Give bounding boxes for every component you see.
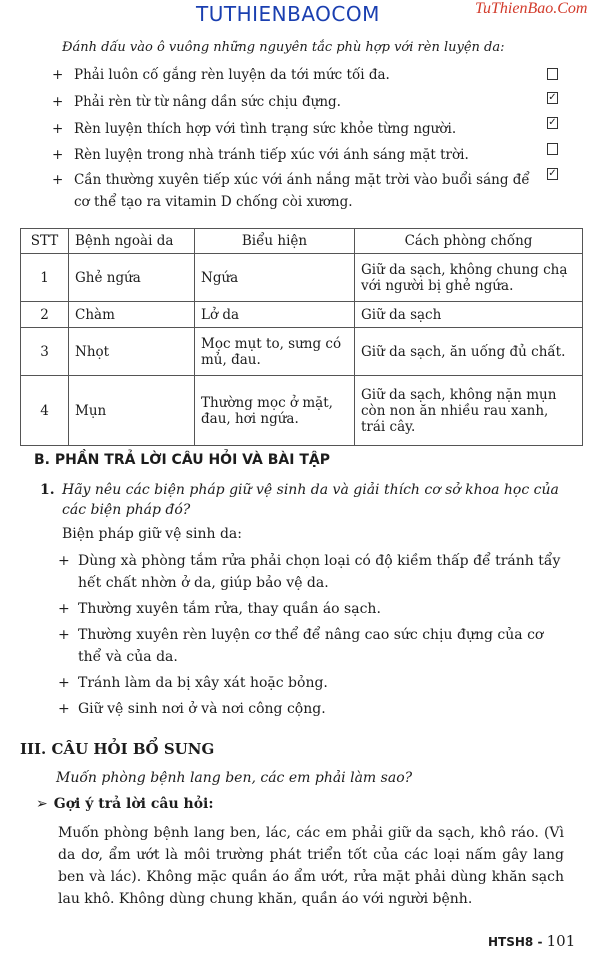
checkbox: ✓: [548, 168, 557, 179]
table-row: [21, 302, 583, 328]
plus-bullet: +: [58, 675, 70, 691]
table-cell: Mụn: [69, 376, 195, 446]
table-cell: Giữ da sạch, ăn uống đủ chất.: [355, 328, 583, 376]
plus-bullet: +: [52, 94, 64, 110]
table-cell: 1: [21, 254, 69, 302]
plus-bullet: +: [58, 601, 70, 617]
table-cell: Ghẻ ngứa: [69, 254, 195, 302]
column-header: Biểu hiện: [195, 229, 355, 254]
table-cell: Ngứa: [195, 254, 355, 302]
watermark-logo: TuThienBao.Com: [475, 0, 588, 17]
table-row: [21, 376, 583, 446]
plus-bullet: +: [52, 121, 64, 137]
plus-bullet: +: [58, 627, 70, 643]
skin-disease-table: [20, 228, 583, 446]
hint-heading: [36, 796, 214, 812]
checklist-text: Phải rèn từ từ nâng dần sức chịu đựng.: [74, 94, 341, 110]
table-cell: Mọc mụt to, sưng có mủ, đau.: [195, 328, 355, 376]
plus-bullet: +: [58, 553, 70, 569]
plus-bullet: +: [58, 701, 70, 717]
table-cell: Lở da: [195, 302, 355, 328]
table-cell: Chàm: [69, 302, 195, 328]
plus-bullet: +: [52, 67, 64, 83]
table-cell: Giữ da sạch, không nặn mụn còn non ăn nhiều rau xanh, trái cây.: [355, 376, 583, 446]
table-cell: Giữ da sạch: [355, 302, 583, 328]
checkbox: ✓: [548, 92, 557, 103]
book-code: HTSH8: [488, 935, 534, 949]
column-header: Cách phòng chống: [355, 229, 583, 254]
list-item-text: Tránh làm da bị xây xát hoặc bỏng.: [78, 675, 328, 691]
answer-lead: Biện pháp giữ vệ sinh da:: [62, 526, 242, 542]
checklist-text: Rèn luyện trong nhà tránh tiếp xúc với ánh sáng mặt trời.: [74, 147, 469, 163]
list-item-text: Giữ vệ sinh nơi ở và nơi công cộng.: [78, 701, 326, 717]
checklist-text: Cần thường xuyên tiếp xúc với ánh nắng mặt trời vào buổi sáng để cơ thể tạo ra vitamin D chống còi xương.: [74, 172, 530, 210]
column-header: STT: [21, 229, 69, 254]
list-item-text: Thường xuyên tắm rửa, thay quần áo sạch.: [78, 601, 381, 617]
table-cell: 3: [21, 328, 69, 376]
list-item: [58, 672, 568, 694]
checklist-item: [52, 64, 532, 86]
list-item: [58, 698, 568, 720]
checkbox: [547, 68, 558, 80]
table-cell: Nhọt: [69, 328, 195, 376]
page-number: 101: [546, 932, 576, 950]
question-text: Hãy nêu các biện pháp giữ vệ sinh da và giải thích cơ sở khoa học của các biện pháp đó?: [62, 482, 559, 518]
exercise-instruction: Đánh dấu vào ô vuông những nguyên tắc phù hợp với rèn luyện da:: [62, 40, 505, 55]
plus-bullet: +: [52, 172, 64, 188]
checklist-text: Rèn luyện thích hợp với tình trạng sức khỏe từng người.: [74, 121, 457, 137]
checklist-item: [52, 144, 532, 166]
table-cell: Giữ da sạch, không chung chạ với người bị ghẻ ngứa.: [355, 254, 583, 302]
table-cell: Thường mọc ở mặt, đau, hơi ngứa.: [195, 376, 355, 446]
list-item: [58, 598, 568, 620]
table-row: [21, 328, 583, 376]
checklist-item: [52, 169, 532, 213]
table-row: [21, 254, 583, 302]
hint-label: Gợi ý trả lời câu hỏi:: [53, 796, 214, 812]
table-header-row: [21, 229, 583, 254]
checklist-text: Phải luôn cố gắng rèn luyện da tới mức tối đa.: [74, 67, 390, 83]
section-heading-iii: III. CÂU HỎI BỔ SUNG: [20, 740, 215, 758]
list-item: [58, 550, 568, 594]
list-item: [58, 624, 568, 668]
table-cell: 4: [21, 376, 69, 446]
checklist-item: [52, 91, 532, 113]
answer-paragraph: Muốn phòng bệnh lang ben, lác, các em phải giữ da sạch, khô ráo. (Vì da dơ, ẩm ướt là môi trường phát triển tốt của các loại nấm gây lang ben và lác). Không mặc quần áo ẩm ướt, rửa mặt phải dùng khăn sạch lau khô. Không dùng chung khăn, quần áo với người bệnh.: [58, 825, 564, 907]
checkbox: [547, 143, 558, 155]
column-header: Bệnh ngoài da: [69, 229, 195, 254]
checklist-item: [52, 118, 532, 140]
list-item-text: Thường xuyên rèn luyện cơ thể để nâng cao sức chịu đựng của cơ thể và của da.: [78, 627, 544, 665]
watermark-title: TUTHIENBAOCOM: [196, 2, 380, 26]
checkbox: ✓: [548, 117, 557, 128]
question-1: [40, 480, 565, 520]
page-footer: [488, 932, 575, 950]
plus-bullet: +: [52, 147, 64, 163]
table-cell: 2: [21, 302, 69, 328]
list-item-text: Dùng xà phòng tắm rửa phải chọn loại có độ kiềm thấp để tránh tẩy hết chất nhờn ở da, giúp bảo vệ da.: [78, 553, 561, 591]
footer-separator: -: [533, 935, 547, 949]
arrow-bullet-icon: ➢: [36, 796, 48, 812]
question-number: 1.: [40, 482, 55, 498]
question-2: Muốn phòng bệnh lang ben, các em phải làm sao?: [56, 770, 413, 786]
section-heading-b: B. PHẦN TRẢ LỜI CÂU HỎI VÀ BÀI TẬP: [34, 452, 330, 468]
